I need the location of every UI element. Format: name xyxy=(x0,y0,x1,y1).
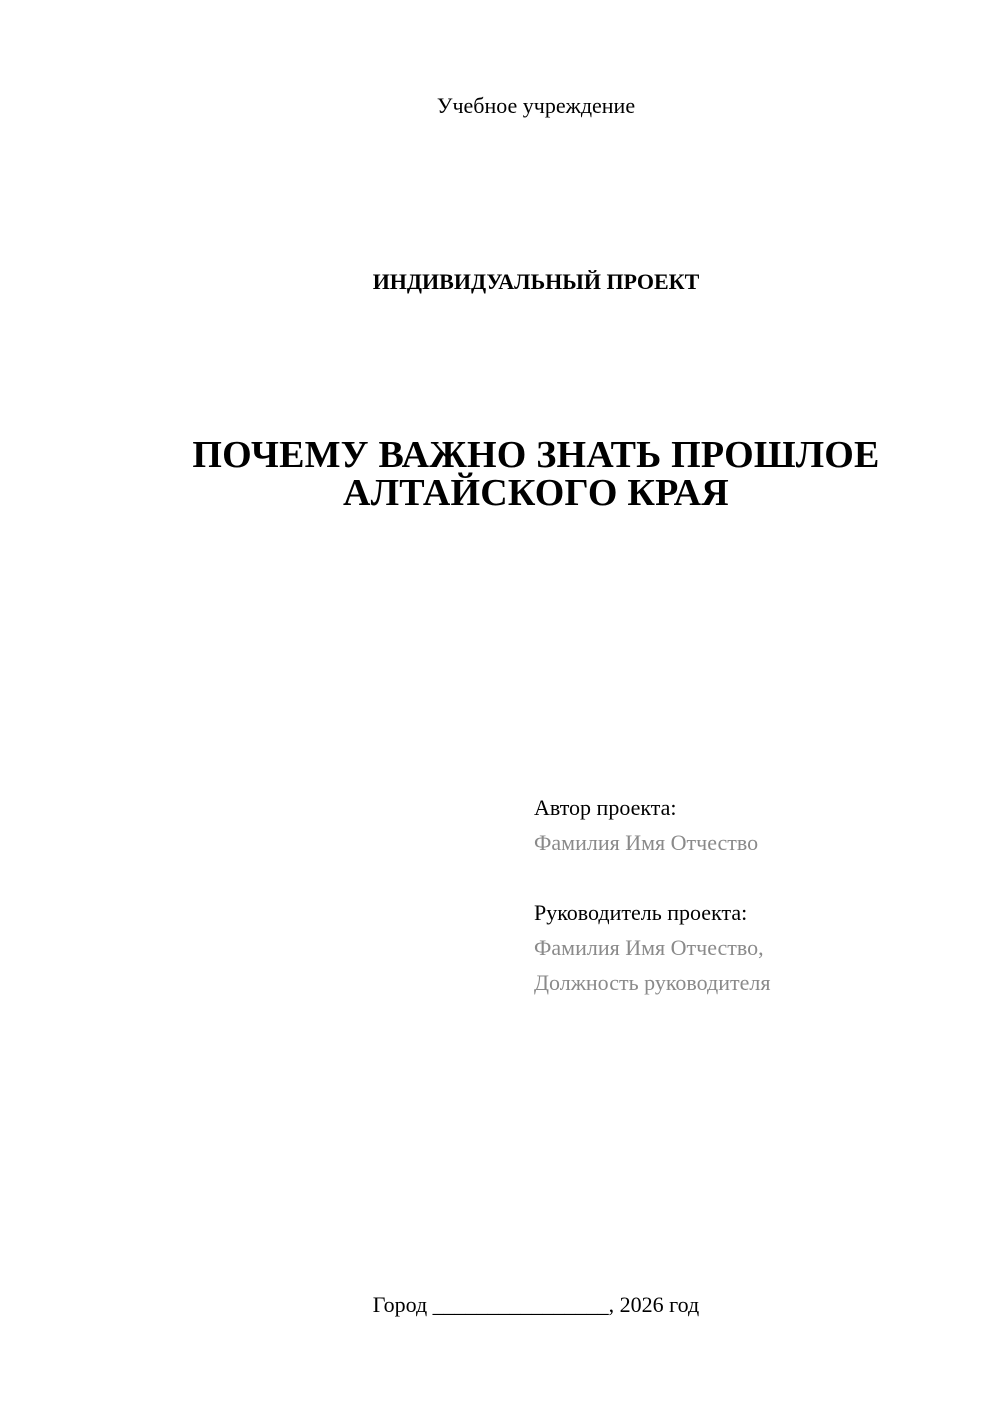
supervisor-label: Руководитель проекта: xyxy=(534,900,748,925)
author-label: Автор проекта: xyxy=(534,795,677,820)
project-title-line-1: ПОЧЕМУ ВАЖНО ЗНАТЬ ПРОШЛОЕ xyxy=(192,434,880,476)
author-block xyxy=(534,790,974,860)
author-name: Фамилия Имя Отчество xyxy=(534,830,759,855)
project-title xyxy=(0,436,1000,512)
supervisor-block xyxy=(534,895,974,1000)
supervisor-position: Должность руководителя xyxy=(534,970,771,995)
signature-block xyxy=(534,790,974,1000)
institution-name: Учебное учреждение xyxy=(436,93,636,118)
supervisor-name: Фамилия Имя Отчество, xyxy=(534,935,764,960)
project-title-line-2: АЛТАЙСКОГО КРАЯ xyxy=(343,472,729,514)
city-year-footer: Город ________________, 2026 год xyxy=(372,1292,700,1317)
document-type: ИНДИВИДУАЛЬНЫЙ ПРОЕКТ xyxy=(372,269,700,294)
